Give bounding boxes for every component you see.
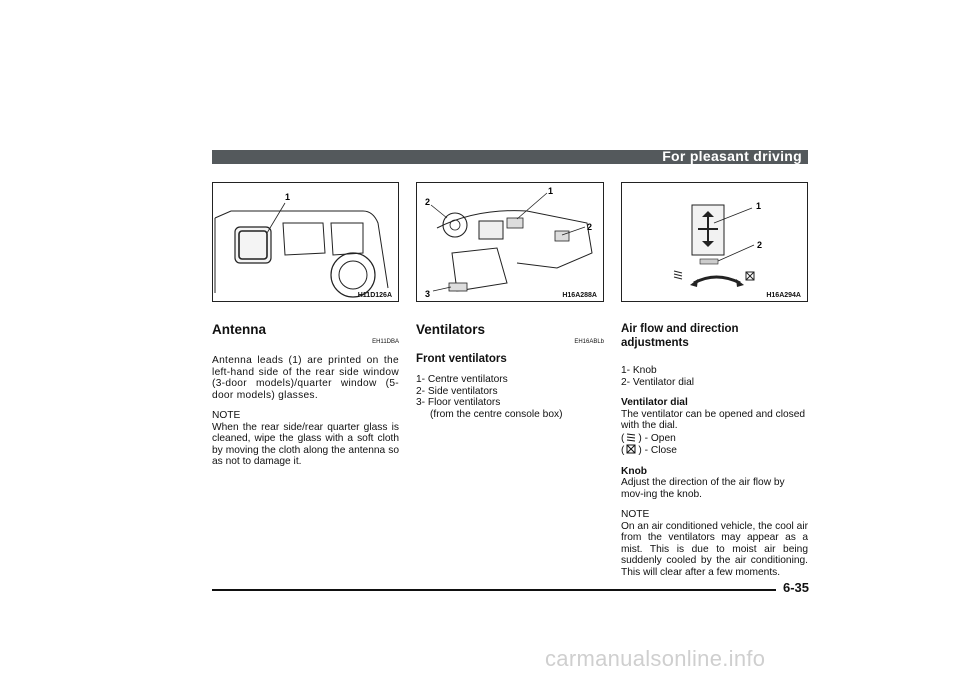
figure-code: H16A288A (562, 292, 597, 299)
callout-1: 1 (756, 201, 762, 211)
figure-code: H11D126A (357, 292, 392, 299)
close-label: ) - Close (638, 445, 677, 456)
open-icon (674, 271, 682, 279)
knob-heading: Knob (621, 465, 648, 477)
knob-text: Adjust the direction of the air flow by mov-ing the knob. (621, 477, 785, 500)
antenna-code: EH11DBA (372, 339, 399, 345)
callout-2-left: 2 (425, 197, 431, 207)
ventilators-section (416, 322, 604, 420)
list-item: 2- Side ventilators (416, 385, 498, 397)
footer-rule (212, 589, 776, 591)
list-item: 2- Ventilator dial (621, 376, 695, 388)
airflow-heading: Air flow and direction adjustments (621, 323, 739, 349)
open-line: ( ) - Open (621, 432, 676, 444)
page-number: 6-35 (783, 580, 810, 595)
section-title: For pleasant driving (662, 148, 802, 164)
callout-1: 1 (285, 192, 291, 202)
airflow-section (621, 322, 808, 578)
list-item-sub: (from the centre console box) (430, 408, 563, 420)
airflow-note: On an air conditioned vehicle, the cool air from the ventilators may appear as a mist. This is due to moist air being suddenly cooled by the air conditioning. This will clear after a few moments. (621, 520, 808, 578)
callout-2-right: 2 (587, 222, 593, 232)
ventilator-illustration (622, 183, 808, 302)
callout-1: 1 (548, 186, 554, 196)
open-label: ) - Open (638, 432, 676, 444)
close-line: ( ) - Close (621, 445, 677, 456)
dial-text: The ventilator can be opened and closed with the dial. (621, 408, 806, 431)
antenna-note-label: NOTE (212, 410, 241, 421)
ventilator-figure (621, 182, 808, 302)
antenna-note: When the rear side/rear quarter glass is cleaned, wipe the glass with a soft cloth by moving the cloth along the antenna so as not to damage it. (212, 421, 399, 467)
list-item: 3- Floor ventilators (416, 397, 501, 408)
antenna-section (212, 322, 399, 468)
antenna-heading: Antenna (212, 322, 266, 337)
front-ventilators-heading: Front ventilators (416, 353, 507, 365)
dial-heading: Ventilator dial (621, 397, 688, 408)
list-item: 1- Knob (621, 365, 657, 376)
ventilators-heading: Ventilators (416, 322, 486, 337)
section-header-bar (212, 150, 808, 164)
callout-3: 3 (425, 289, 431, 299)
antenna-figure (212, 182, 399, 302)
close-icon (746, 272, 754, 280)
rear-window-illustration (213, 183, 399, 302)
callout-2: 2 (757, 240, 763, 250)
dashboard-figure (416, 182, 604, 302)
dashboard-illustration (417, 183, 604, 302)
figure-code: H16A294A (766, 292, 801, 299)
airflow-note-label: NOTE (621, 509, 650, 520)
ventilators-code: EH16ABLb (574, 339, 604, 345)
list-item: 1- Centre ventilators (416, 374, 508, 385)
close-icon (624, 444, 638, 454)
open-icon (624, 432, 638, 442)
watermark: carmanualsonline.info (545, 646, 766, 671)
antenna-body: Antenna leads (1) are printed on the left-hand side of the rear side window (3-door models)/quarter window (5-door models) glasses. (212, 355, 399, 401)
